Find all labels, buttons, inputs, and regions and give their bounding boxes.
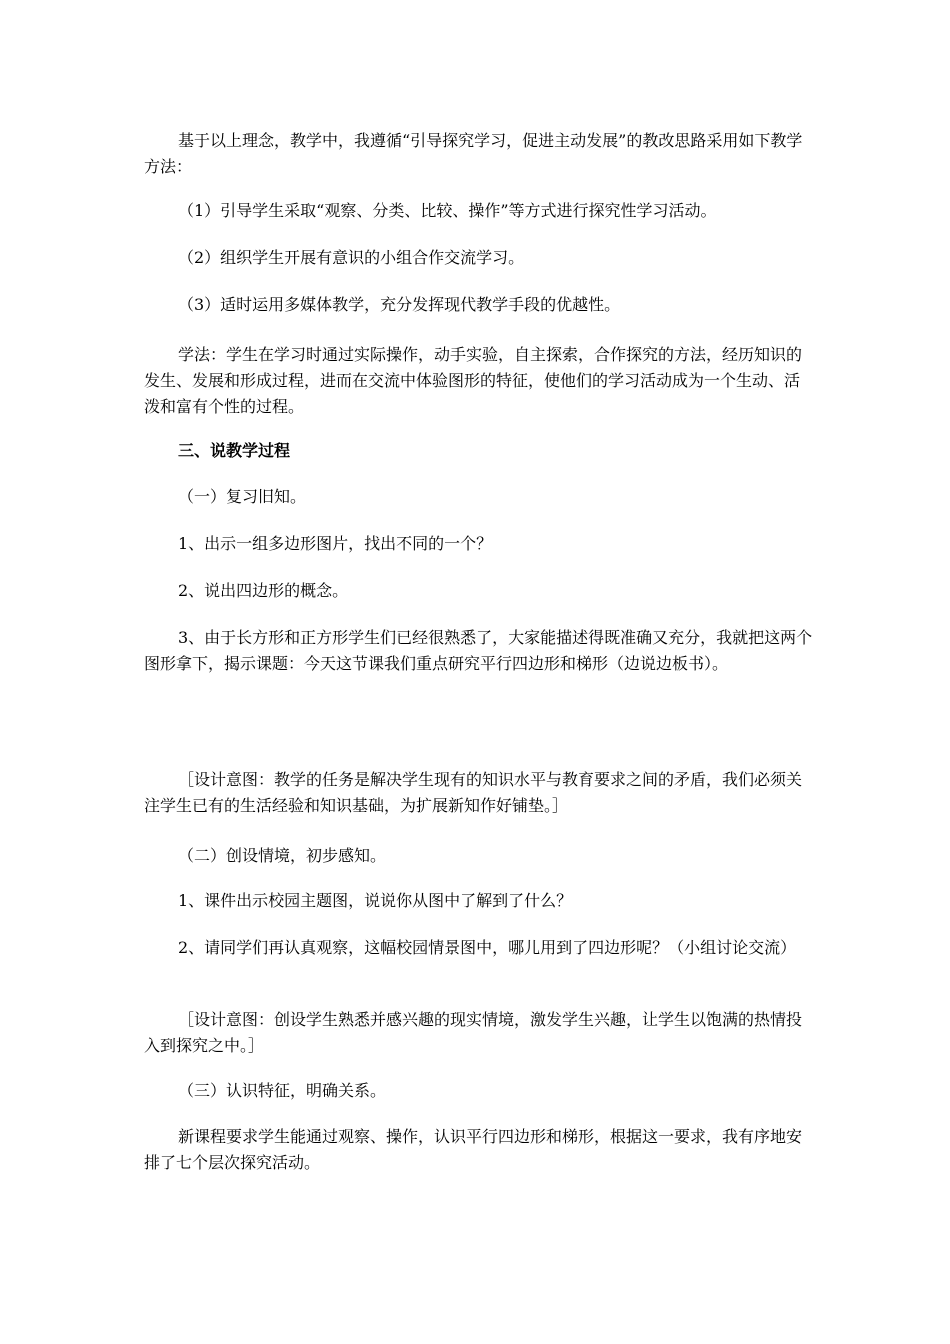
subheading-recognize-features: （三）认识特征，明确关系。	[178, 1081, 387, 1100]
paragraph-learning-method: 学法：学生在学习时通过实际操作，动手实验，自主探索，合作探究的方法，经历知识的发生、发展和形成过程，进而在交流中体验图形的特征，使他们的学习活动成为一个生动、活泼和富有个性的过程。	[144, 345, 803, 416]
paragraph-new-curriculum: 新课程要求学生能通过观察、操作，认识平行四边形和梯形，根据这一要求，我有序地安排了七个层次探究活动。	[144, 1127, 803, 1172]
subheading-create-situation: （二）创设情境，初步感知。	[178, 846, 387, 865]
paragraph-design-intent-1: ［设计意图：教学的任务是解决学生现有的知识水平与教育要求之间的矛盾，我们必须关注学生已有的生活经验和知识基础，为扩展新知作好铺垫。］	[144, 770, 803, 815]
section-heading-teaching-process: 三、说教学过程	[178, 441, 291, 460]
paragraph-teaching-method-intro: 基于以上理念，教学中，我遵循“引导探究学习，促进主动发展”的教改思路采用如下教学方法：	[144, 131, 803, 176]
paragraph-situation-2: 2、请同学们再认真观察，这幅校园情景图中，哪儿用到了四边形呢？（小组讨论交流）	[178, 938, 797, 957]
paragraph-method-2: （2）组织学生开展有意识的小组合作交流学习。	[178, 248, 525, 267]
paragraph-design-intent-2: ［设计意图：创设学生熟悉并感兴趣的现实情境，激发学生兴趣，让学生以饱满的热情投入到探究之中。］	[144, 1010, 803, 1055]
paragraph-situation-1: 1、课件出示校园主题图，说说你从图中了解到了什么？	[178, 891, 573, 910]
paragraph-method-1: （1）引导学生采取“观察、分类、比较、操作”等方式进行探究性学习活动。	[178, 201, 717, 220]
paragraph-review-3: 3、由于长方形和正方形学生们已经很熟悉了，大家能描述得既准确又充分，我就把这两个图形拿下，揭示课题：今天这节课我们重点研究平行四边形和梯形（边说边板书）。	[144, 628, 813, 673]
subheading-review: （一）复习旧知。	[178, 487, 307, 506]
paragraph-method-3: （3）适时运用多媒体教学，充分发挥现代教学手段的优越性。	[178, 295, 621, 314]
paragraph-review-1: 1、出示一组多边形图片，找出不同的一个？	[178, 534, 493, 553]
paragraph-review-2: 2、说出四边形的概念。	[178, 581, 349, 600]
